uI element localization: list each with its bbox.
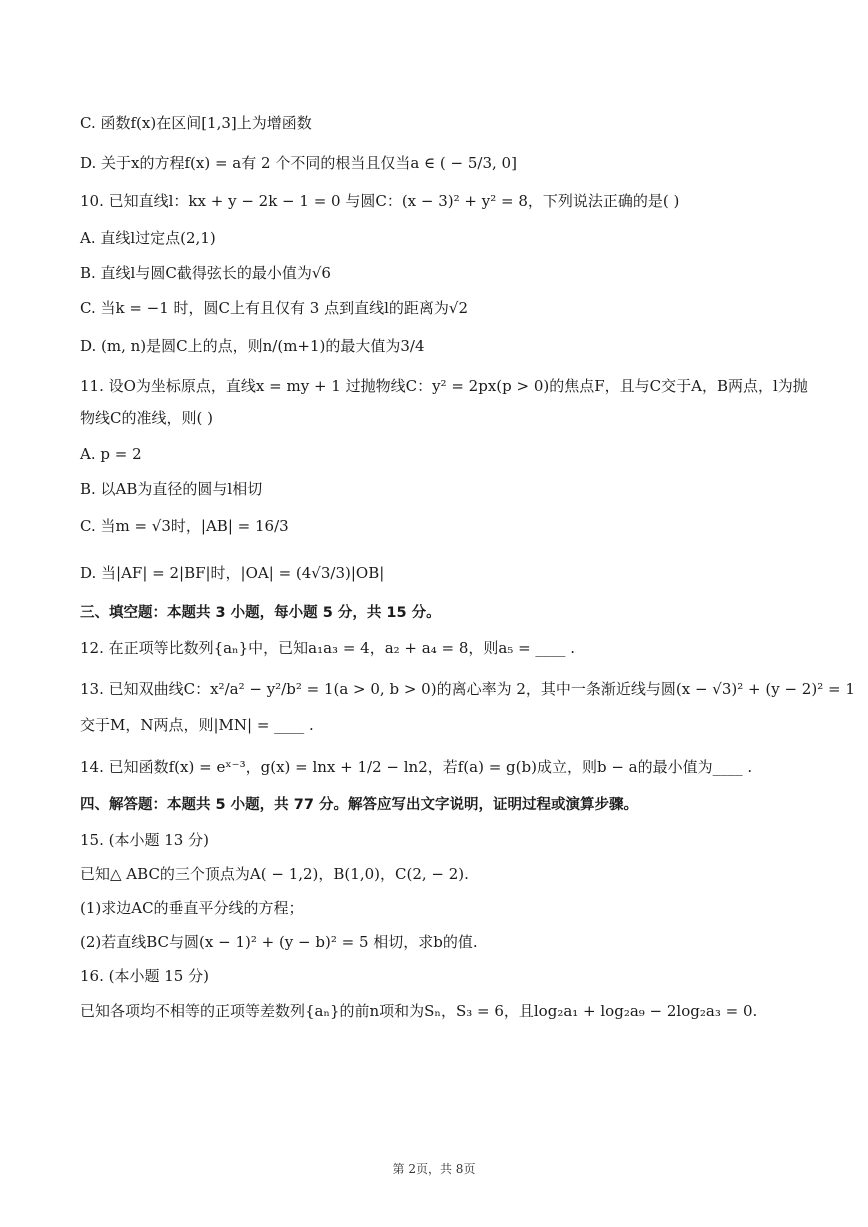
question-12: 12. 在正项等比数列{aₙ}中，已知a₁a₃ = 4，a₂ + a₄ = 8，则a₅ = ____ . <box>80 639 575 657</box>
question-13-cont: 交于M，N两点，则|MN| = ____ . <box>80 716 314 734</box>
question-15-part2: (2)若直线BC与圆(x − 1)² + (y − b)² = 5 相切，求b的值. <box>80 933 478 951</box>
option-c-q11: C. 当m = √3时，|AB| = 16/3 <box>80 517 289 535</box>
option-b-q10: B. 直线l与圆C截得弦长的最小值为√6 <box>80 264 331 282</box>
question-16-header: 16. (本小题 15 分) <box>80 967 209 985</box>
page-footer: 第 2页，共 8页 <box>392 1162 476 1176</box>
question-13: 13. 已知双曲线C：x²/a² − y²/b² = 1(a > 0, b > 0)的离心率为 2，其中一条渐近线与圆(x − √3)² + (y − 2)² = 1 <box>80 680 855 698</box>
option-c-q9: C. 函数f(x)在区间[1,3]上为增函数 <box>80 114 312 132</box>
question-11-cont: 物线C的准线，则( ) <box>80 409 213 427</box>
option-d-q11: D. 当|AF| = 2|BF|时，|OA| = (4√3/3)|OB| <box>80 564 385 582</box>
question-10: 10. 已知直线l：kx + y − 2k − 1 = 0 与圆C：(x − 3)² + y² = 8，下列说法正确的是( ) <box>80 192 680 210</box>
question-15-body: 已知△ ABC的三个顶点为A( − 1,2)，B(1,0)，C(2, − 2). <box>80 865 469 883</box>
option-d-q10: D. (m, n)是圆C上的点，则n/(m+1)的最大值为3/4 <box>80 337 425 355</box>
section-fill-in: 三、填空题：本题共 3 小题，每小题 5 分，共 15 分。 <box>80 605 441 621</box>
question-16-body: 已知各项均不相等的正项等差数列{aₙ}的前n项和为Sₙ，S₃ = 6，且log₂a₁ + log₂a₉ − 2log₂a₃ = 0. <box>80 1002 758 1020</box>
question-11: 11. 设O为坐标原点，直线x = my + 1 过抛物线C：y² = 2px(p > 0)的焦点F，且与C交于A，B两点，l为抛 <box>80 377 808 395</box>
option-b-q11: B. 以AB为直径的圆与l相切 <box>80 480 263 498</box>
question-15-header: 15. (本小题 13 分) <box>80 831 209 849</box>
option-c-q10: C. 当k = −1 时，圆C上有且仅有 3 点到直线l的距离为√2 <box>80 299 469 317</box>
question-14: 14. 已知函数f(x) = eˣ⁻³，g(x) = lnx + 1/2 − ln2，若f(a) = g(b)成立，则b − a的最小值为____ . <box>80 758 753 776</box>
option-a-q10: A. 直线l过定点(2,1) <box>80 229 216 247</box>
question-15-part1: (1)求边AC的垂直平分线的方程； <box>80 899 304 917</box>
option-d-q9: D. 关于x的方程f(x) = a有 2 个不同的根当且仅当a ∈ ( − 5/3, 0] <box>80 154 517 172</box>
option-a-q11: A. p = 2 <box>80 445 142 463</box>
section-answer: 四、解答题：本题共 5 小题，共 77 分。解答应写出文字说明，证明过程或演算步骤。 <box>80 797 638 813</box>
